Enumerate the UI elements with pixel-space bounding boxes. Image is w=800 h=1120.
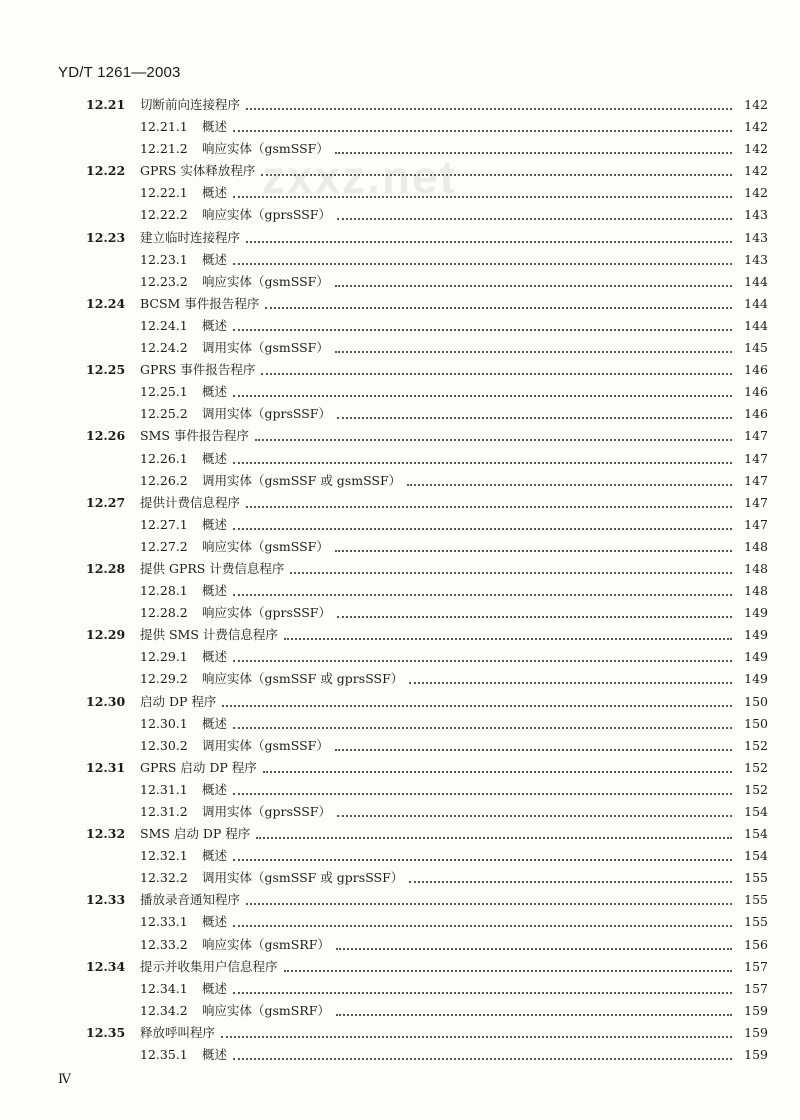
toc-leader-dots bbox=[233, 660, 732, 662]
toc-subsection-entry[interactable] bbox=[0, 403, 800, 425]
toc-entry-title: 调用实体（gsmSSF 或 gsmSSF） bbox=[202, 472, 402, 488]
toc-subsection-entry[interactable] bbox=[0, 381, 800, 403]
toc-leader-dots bbox=[290, 572, 732, 574]
toc-entry-page: 142 bbox=[744, 97, 768, 112]
document-code-header: YD/T 1261—2003 bbox=[58, 64, 181, 81]
toc-subsection-entry[interactable] bbox=[0, 116, 800, 138]
toc-entry-number: 12.34.2 bbox=[140, 1002, 188, 1018]
toc-entry-page: 147 bbox=[744, 450, 768, 466]
toc-subsection-entry[interactable] bbox=[0, 646, 800, 668]
toc-entry-title: 调用实体（gprsSSF） bbox=[202, 406, 331, 422]
toc-entry-title: 调用实体（gsmSSF 或 gprsSSF） bbox=[202, 870, 404, 886]
toc-entry-title: 启动 DP 程序 bbox=[140, 693, 217, 709]
toc-entry-number: 12.21 bbox=[86, 97, 126, 112]
toc-entry-title: 切断前向连接程序 bbox=[140, 97, 241, 112]
toc-subsection-entry[interactable] bbox=[0, 448, 800, 470]
toc-entry-page: 152 bbox=[744, 737, 768, 753]
toc-subsection-entry[interactable] bbox=[0, 845, 800, 867]
toc-entry-number: 12.32.1 bbox=[140, 848, 188, 864]
toc-subsection-entry[interactable] bbox=[0, 668, 800, 690]
toc-entry-title: 概述 bbox=[202, 384, 228, 400]
toc-subsection-entry[interactable] bbox=[0, 867, 800, 889]
toc-entry-title: 概述 bbox=[202, 781, 228, 797]
toc-entry-page: 149 bbox=[744, 649, 768, 665]
watermark: zxxz.net bbox=[262, 151, 457, 203]
toc-entry-title: 调用实体（gsmSSF） bbox=[202, 340, 329, 356]
toc-leader-dots bbox=[246, 108, 732, 110]
toc-leader-dots bbox=[233, 528, 732, 530]
toc-leader-dots bbox=[261, 373, 732, 375]
toc-entry-title: BCSM 事件报告程序 bbox=[140, 295, 260, 311]
toc-entry-number: 12.34 bbox=[86, 958, 126, 974]
toc-entry-page: 155 bbox=[744, 892, 768, 908]
toc-entry-title: 概述 bbox=[202, 516, 228, 532]
toc-leader-dots bbox=[233, 1058, 732, 1060]
toc-entry-title: 提示并收集用户信息程序 bbox=[140, 958, 278, 974]
toc-entry-number: 12.25.2 bbox=[140, 406, 188, 422]
toc-subsection-entry[interactable] bbox=[0, 911, 800, 933]
toc-leader-dots bbox=[337, 218, 732, 220]
toc-entry-page: 147 bbox=[744, 516, 768, 532]
toc-entry-page: 147 bbox=[744, 428, 768, 444]
toc-entry-title: 概述 bbox=[202, 1047, 228, 1063]
toc-entry-page: 146 bbox=[744, 362, 768, 378]
toc-section-entry[interactable] bbox=[0, 293, 800, 315]
toc-entry-title: 响应实体（gsmSRF） bbox=[202, 1002, 330, 1018]
toc-subsection-entry[interactable] bbox=[0, 514, 800, 536]
toc-entry-page: 142 bbox=[744, 163, 768, 179]
toc-entry-number: 12.31 bbox=[86, 759, 126, 775]
toc-entry-page: 159 bbox=[744, 1002, 768, 1018]
toc-leader-dots bbox=[233, 925, 732, 927]
toc-entry-title: 调用实体（gsmSSF） bbox=[202, 737, 329, 753]
toc-entry-number: 12.28.1 bbox=[140, 583, 188, 599]
toc-leader-dots bbox=[246, 506, 732, 508]
toc-entry-page: 142 bbox=[744, 119, 768, 135]
toc-subsection-entry[interactable] bbox=[0, 934, 800, 956]
toc-section-entry[interactable] bbox=[0, 956, 800, 978]
toc-section-entry[interactable] bbox=[0, 492, 800, 514]
toc-entry-number: 12.28 bbox=[86, 560, 126, 576]
toc-entry-number: 12.24.2 bbox=[140, 340, 188, 356]
toc-entry-page: 157 bbox=[744, 980, 768, 996]
toc-entry-page: 149 bbox=[744, 605, 768, 621]
toc-leader-dots bbox=[335, 749, 732, 751]
toc-leader-dots bbox=[233, 329, 732, 331]
toc-section-entry[interactable] bbox=[0, 757, 800, 779]
toc-leader-dots bbox=[233, 263, 732, 265]
toc-subsection-entry[interactable] bbox=[0, 779, 800, 801]
toc-entry-number: 12.30 bbox=[86, 693, 126, 709]
toc-section-entry[interactable] bbox=[0, 889, 800, 911]
toc-entry-page: 143 bbox=[744, 251, 768, 267]
toc-entry-title: 概述 bbox=[202, 251, 228, 267]
toc-section-entry[interactable] bbox=[0, 691, 800, 713]
toc-entry-number: 12.25 bbox=[86, 362, 126, 378]
toc-entry-number: 12.25.1 bbox=[140, 384, 188, 400]
table-of-contents bbox=[0, 94, 800, 1066]
toc-entry-page: 154 bbox=[744, 804, 768, 819]
toc-entry-number: 12.22.2 bbox=[140, 207, 188, 223]
toc-entry-page: 156 bbox=[744, 936, 768, 952]
toc-leader-dots bbox=[409, 881, 732, 883]
toc-leader-dots bbox=[221, 1036, 732, 1038]
toc-subsection-entry[interactable] bbox=[0, 978, 800, 1000]
toc-entry-title: 释放呼叫程序 bbox=[140, 1024, 216, 1040]
toc-leader-dots bbox=[335, 285, 732, 287]
toc-leader-dots bbox=[263, 771, 732, 773]
toc-entry-title: 提供 GPRS 计费信息程序 bbox=[140, 560, 285, 576]
toc-subsection-entry[interactable] bbox=[0, 315, 800, 337]
toc-entry-number: 12.29.2 bbox=[140, 671, 188, 687]
toc-entry-title: 提供 SMS 计费信息程序 bbox=[140, 627, 278, 643]
toc-entry-number: 12.33 bbox=[86, 892, 126, 908]
toc-entry-number: 12.33.2 bbox=[140, 936, 188, 952]
toc-entry-title: 响应实体（gprsSSF） bbox=[202, 605, 331, 621]
toc-section-entry[interactable] bbox=[0, 1022, 800, 1044]
toc-entry-title: 概述 bbox=[202, 914, 228, 930]
toc-leader-dots bbox=[336, 1014, 732, 1016]
toc-entry-number: 12.23.1 bbox=[140, 251, 188, 267]
toc-entry-number: 12.26.2 bbox=[140, 472, 188, 488]
toc-entry-title: 播放录音通知程序 bbox=[140, 892, 241, 908]
toc-entry-number: 12.21.1 bbox=[140, 119, 188, 135]
toc-entry-number: 12.27.2 bbox=[140, 538, 188, 554]
toc-entry-number: 12.32.2 bbox=[140, 870, 188, 886]
toc-entry-title: 概述 bbox=[202, 980, 228, 996]
toc-leader-dots bbox=[337, 616, 732, 618]
toc-entry-title: 响应实体（gsmSSF） bbox=[202, 273, 329, 289]
toc-leader-dots bbox=[407, 484, 732, 486]
toc-leader-dots bbox=[233, 992, 732, 994]
toc-entry-page: 149 bbox=[744, 671, 768, 687]
toc-entry-page: 143 bbox=[744, 229, 768, 245]
toc-entry-page: 148 bbox=[744, 583, 768, 599]
toc-leader-dots bbox=[335, 152, 732, 154]
toc-entry-page: 148 bbox=[744, 538, 768, 554]
toc-entry-number: 12.22.1 bbox=[140, 185, 188, 201]
toc-subsection-entry[interactable] bbox=[0, 271, 800, 293]
toc-subsection-entry[interactable] bbox=[0, 470, 800, 492]
toc-entry-number: 12.27.1 bbox=[140, 516, 188, 532]
toc-entry-title: SMS 启动 DP 程序 bbox=[140, 826, 251, 842]
toc-leader-dots bbox=[284, 638, 732, 640]
toc-section-entry[interactable] bbox=[0, 425, 800, 447]
toc-subsection-entry[interactable] bbox=[0, 204, 800, 226]
toc-entry-page: 144 bbox=[744, 295, 768, 311]
toc-entry-number: 12.24 bbox=[86, 295, 126, 311]
toc-entry-title: 响应实体（gsmSRF） bbox=[202, 936, 330, 952]
toc-entry-number: 12.29 bbox=[86, 627, 126, 643]
toc-entry-number: 12.26 bbox=[86, 428, 126, 444]
toc-entry-page: 142 bbox=[744, 185, 768, 201]
toc-entry-title: SMS 事件报告程序 bbox=[140, 428, 249, 444]
toc-leader-dots bbox=[233, 462, 732, 464]
toc-section-entry[interactable] bbox=[0, 359, 800, 381]
toc-entry-number: 12.35.1 bbox=[140, 1047, 188, 1063]
toc-entry-title: 概述 bbox=[202, 317, 228, 333]
toc-leader-dots bbox=[246, 241, 732, 243]
toc-entry-number: 12.23.2 bbox=[140, 273, 188, 289]
toc-entry-page: 146 bbox=[744, 384, 768, 400]
toc-entry-page: 154 bbox=[744, 826, 768, 842]
toc-leader-dots bbox=[246, 903, 732, 905]
toc-subsection-entry[interactable] bbox=[0, 1044, 800, 1066]
toc-leader-dots bbox=[233, 727, 732, 729]
toc-entry-title: 概述 bbox=[202, 450, 228, 466]
toc-leader-dots bbox=[233, 196, 732, 198]
toc-leader-dots bbox=[284, 970, 732, 972]
toc-entry-page: 149 bbox=[744, 627, 768, 643]
toc-entry-page: 147 bbox=[744, 472, 768, 488]
toc-leader-dots bbox=[233, 793, 732, 795]
toc-entry-page: 147 bbox=[744, 494, 768, 510]
toc-subsection-entry[interactable] bbox=[0, 337, 800, 359]
toc-leader-dots bbox=[256, 837, 732, 839]
toc-leader-dots bbox=[261, 174, 732, 176]
toc-entry-number: 12.30.2 bbox=[140, 737, 188, 753]
toc-leader-dots bbox=[335, 351, 732, 353]
toc-entry-page: 157 bbox=[744, 958, 768, 974]
toc-section-entry[interactable] bbox=[0, 94, 800, 116]
toc-subsection-entry[interactable] bbox=[0, 735, 800, 757]
toc-leader-dots bbox=[233, 594, 732, 596]
toc-entry-page: 150 bbox=[744, 715, 768, 731]
toc-entry-title: GPRS 实体释放程序 bbox=[140, 163, 256, 179]
toc-entry-page: 144 bbox=[744, 317, 768, 333]
toc-entry-title: 提供计费信息程序 bbox=[140, 494, 241, 510]
toc-subsection-entry[interactable] bbox=[0, 1000, 800, 1022]
toc-subsection-entry[interactable] bbox=[0, 138, 800, 160]
toc-entry-title: 概述 bbox=[202, 583, 228, 599]
toc-entry-title: 建立临时连接程序 bbox=[140, 229, 241, 245]
toc-entry-number: 12.33.1 bbox=[140, 914, 188, 930]
toc-section-entry[interactable] bbox=[0, 227, 800, 249]
toc-subsection-entry[interactable] bbox=[0, 713, 800, 735]
toc-entry-title: 调用实体（gprsSSF） bbox=[202, 804, 331, 819]
toc-entry-title: GPRS 启动 DP 程序 bbox=[140, 759, 257, 775]
toc-entry-number: 12.34.1 bbox=[140, 980, 188, 996]
toc-subsection-entry[interactable] bbox=[0, 801, 800, 823]
toc-section-entry[interactable] bbox=[0, 624, 800, 646]
toc-entry-number: 12.26.1 bbox=[140, 450, 188, 466]
toc-subsection-entry[interactable] bbox=[0, 182, 800, 204]
toc-entry-number: 12.32 bbox=[86, 826, 126, 842]
toc-entry-number: 12.27 bbox=[86, 494, 126, 510]
toc-entry-number: 12.31.1 bbox=[140, 781, 188, 797]
toc-entry-number: 12.31.2 bbox=[140, 804, 188, 819]
toc-entry-page: 144 bbox=[744, 273, 768, 289]
toc-section-entry[interactable] bbox=[0, 823, 800, 845]
toc-subsection-entry[interactable] bbox=[0, 602, 800, 624]
toc-entry-number: 12.30.1 bbox=[140, 715, 188, 731]
toc-entry-title: 概述 bbox=[202, 715, 228, 731]
toc-entry-title: 响应实体（gprsSSF） bbox=[202, 207, 331, 223]
toc-section-entry[interactable] bbox=[0, 558, 800, 580]
toc-entry-number: 12.22 bbox=[86, 163, 126, 179]
toc-entry-title: 概述 bbox=[202, 649, 228, 665]
toc-leader-dots bbox=[337, 417, 732, 419]
toc-leader-dots bbox=[265, 307, 732, 309]
toc-leader-dots bbox=[335, 550, 732, 552]
toc-entry-page: 146 bbox=[744, 406, 768, 422]
toc-entry-title: 概述 bbox=[202, 185, 228, 201]
toc-entry-title: GPRS 事件报告程序 bbox=[140, 362, 256, 378]
toc-entry-page: 148 bbox=[744, 560, 768, 576]
toc-entry-page: 145 bbox=[744, 340, 768, 356]
toc-entry-title: 概述 bbox=[202, 119, 228, 135]
toc-entry-title: 响应实体（gsmSSF） bbox=[202, 141, 329, 157]
toc-subsection-entry[interactable] bbox=[0, 580, 800, 602]
toc-leader-dots bbox=[233, 859, 732, 861]
toc-section-entry[interactable] bbox=[0, 160, 800, 182]
toc-entry-number: 12.21.2 bbox=[140, 141, 188, 157]
toc-subsection-entry[interactable] bbox=[0, 249, 800, 271]
toc-entry-number: 12.24.1 bbox=[140, 317, 188, 333]
toc-entry-page: 155 bbox=[744, 870, 768, 886]
toc-entry-page: 152 bbox=[744, 781, 768, 797]
toc-leader-dots bbox=[255, 439, 732, 441]
toc-entry-page: 150 bbox=[744, 693, 768, 709]
toc-entry-page: 142 bbox=[744, 141, 768, 157]
toc-leader-dots bbox=[233, 130, 732, 132]
toc-entry-page: 159 bbox=[744, 1047, 768, 1063]
toc-entry-page: 155 bbox=[744, 914, 768, 930]
toc-entry-title: 概述 bbox=[202, 848, 228, 864]
toc-entry-title: 响应实体（gsmSSF 或 gprsSSF） bbox=[202, 671, 404, 687]
toc-entry-number: 12.23 bbox=[86, 229, 126, 245]
toc-entry-title: 响应实体（gsmSSF） bbox=[202, 538, 329, 554]
toc-subsection-entry[interactable] bbox=[0, 536, 800, 558]
toc-entry-number: 12.28.2 bbox=[140, 605, 188, 621]
toc-entry-number: 12.29.1 bbox=[140, 649, 188, 665]
toc-entry-number: 12.35 bbox=[86, 1024, 126, 1040]
toc-leader-dots bbox=[409, 682, 732, 684]
toc-entry-page: 143 bbox=[744, 207, 768, 223]
toc-leader-dots bbox=[336, 948, 732, 950]
toc-entry-page: 154 bbox=[744, 848, 768, 864]
toc-entry-page: 159 bbox=[744, 1024, 768, 1040]
toc-leader-dots bbox=[233, 395, 732, 397]
page-number-footer: Ⅳ bbox=[58, 1072, 71, 1087]
toc-leader-dots bbox=[222, 705, 732, 707]
toc-leader-dots bbox=[337, 815, 732, 817]
toc-entry-page: 152 bbox=[744, 759, 768, 775]
